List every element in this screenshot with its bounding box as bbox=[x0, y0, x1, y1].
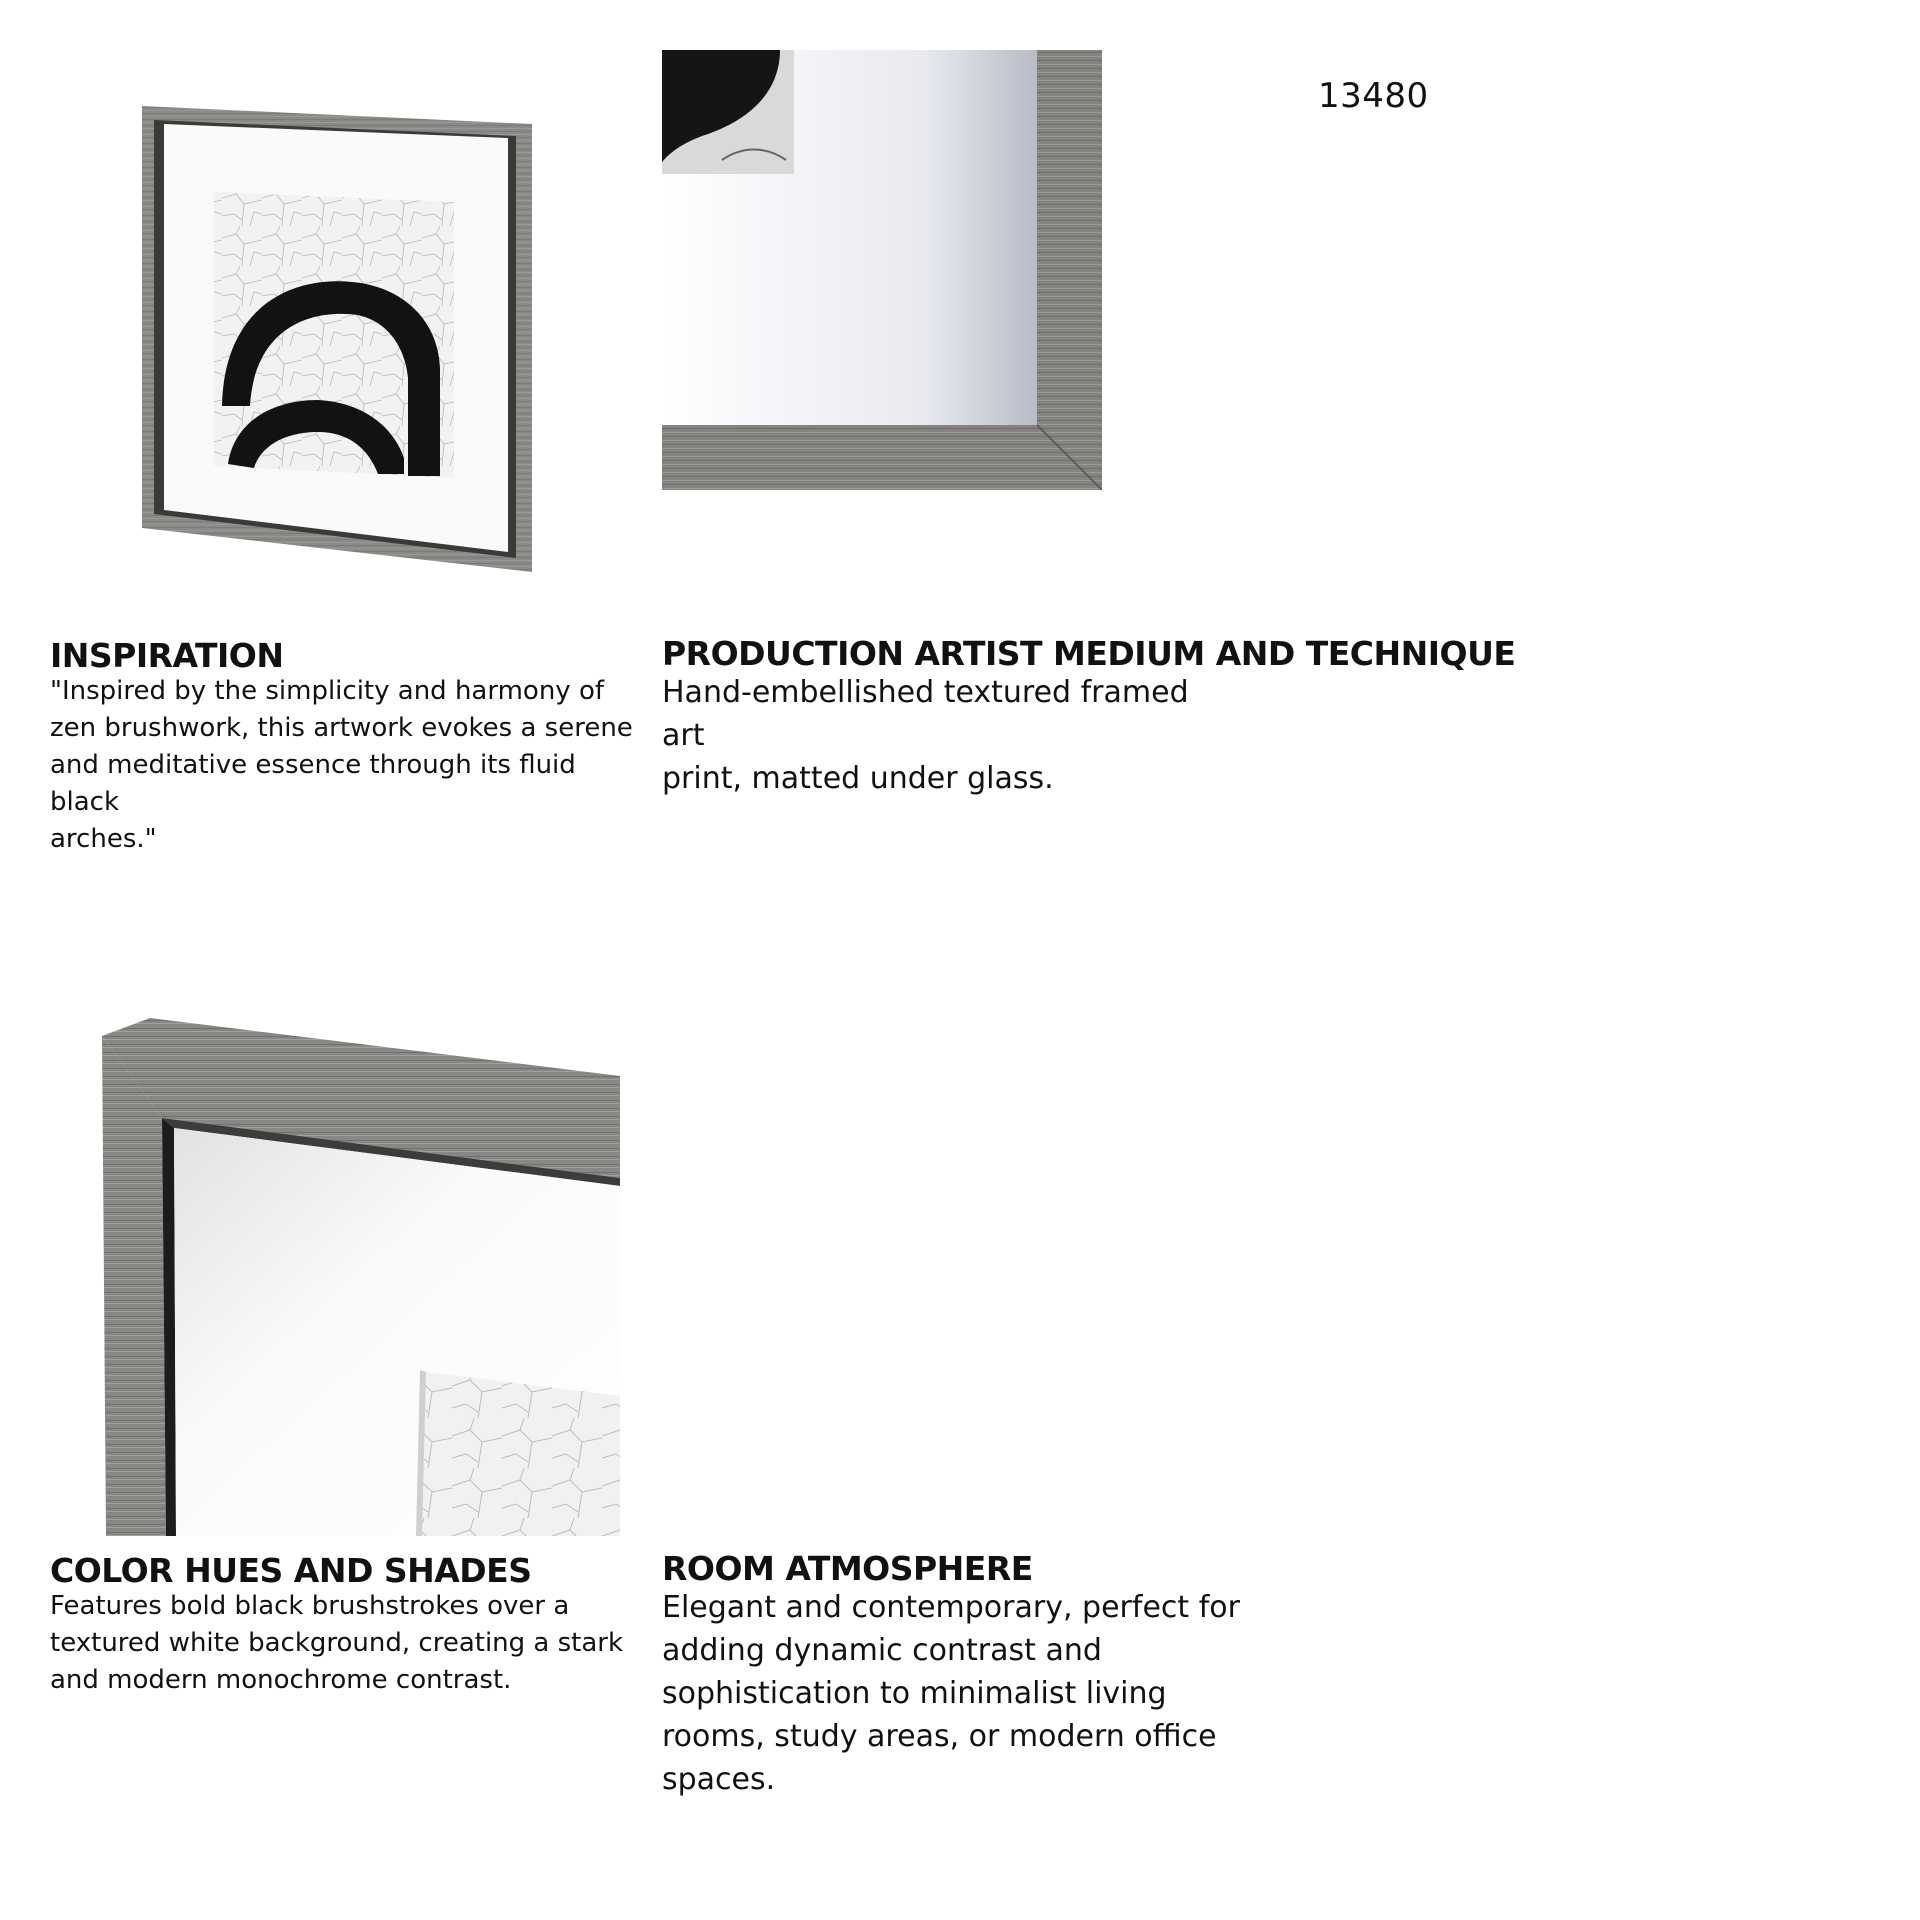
room-text bbox=[662, 1586, 1262, 1801]
color-text bbox=[50, 1588, 650, 1699]
inspiration-line: arches." bbox=[50, 824, 157, 854]
inspiration-heading: INSPIRATION bbox=[50, 636, 284, 675]
room-line: adding dynamic contrast and bbox=[662, 1633, 1102, 1668]
room-line: rooms, study areas, or modern office bbox=[662, 1719, 1217, 1754]
inspiration-line: zen brushwork, this artwork evokes a serene bbox=[50, 713, 633, 743]
color-line: textured white background, creating a stark bbox=[50, 1628, 624, 1658]
product-code: 13480 bbox=[1318, 76, 1429, 116]
inspiration-line: "Inspired by the simplicity and harmony of bbox=[50, 676, 605, 706]
framed-artwork-image bbox=[142, 106, 532, 572]
production-heading: PRODUCTION ARTIST MEDIUM AND TECHNIQUE bbox=[662, 634, 1516, 673]
production-text bbox=[662, 671, 1222, 800]
color-heading: COLOR HUES AND SHADES bbox=[50, 1551, 532, 1590]
room-line: Elegant and contemporary, perfect for bbox=[662, 1590, 1240, 1625]
color-line: Features bold black brushstrokes over a bbox=[50, 1591, 570, 1621]
frame-corner-detail-image bbox=[662, 50, 1102, 490]
production-line: Hand-embellished textured framed art bbox=[662, 675, 1189, 753]
inspiration-line: and meditative essence through its fluid black bbox=[50, 750, 576, 817]
room-line: spaces. bbox=[662, 1762, 776, 1797]
color-line: and modern monochrome contrast. bbox=[50, 1665, 512, 1695]
production-line: print, matted under glass. bbox=[662, 761, 1054, 796]
room-heading: ROOM ATMOSPHERE bbox=[662, 1549, 1033, 1588]
frame-top-corner-detail-image bbox=[102, 1018, 620, 1536]
inspiration-text bbox=[50, 673, 650, 858]
room-line: sophistication to minimalist living bbox=[662, 1676, 1167, 1711]
